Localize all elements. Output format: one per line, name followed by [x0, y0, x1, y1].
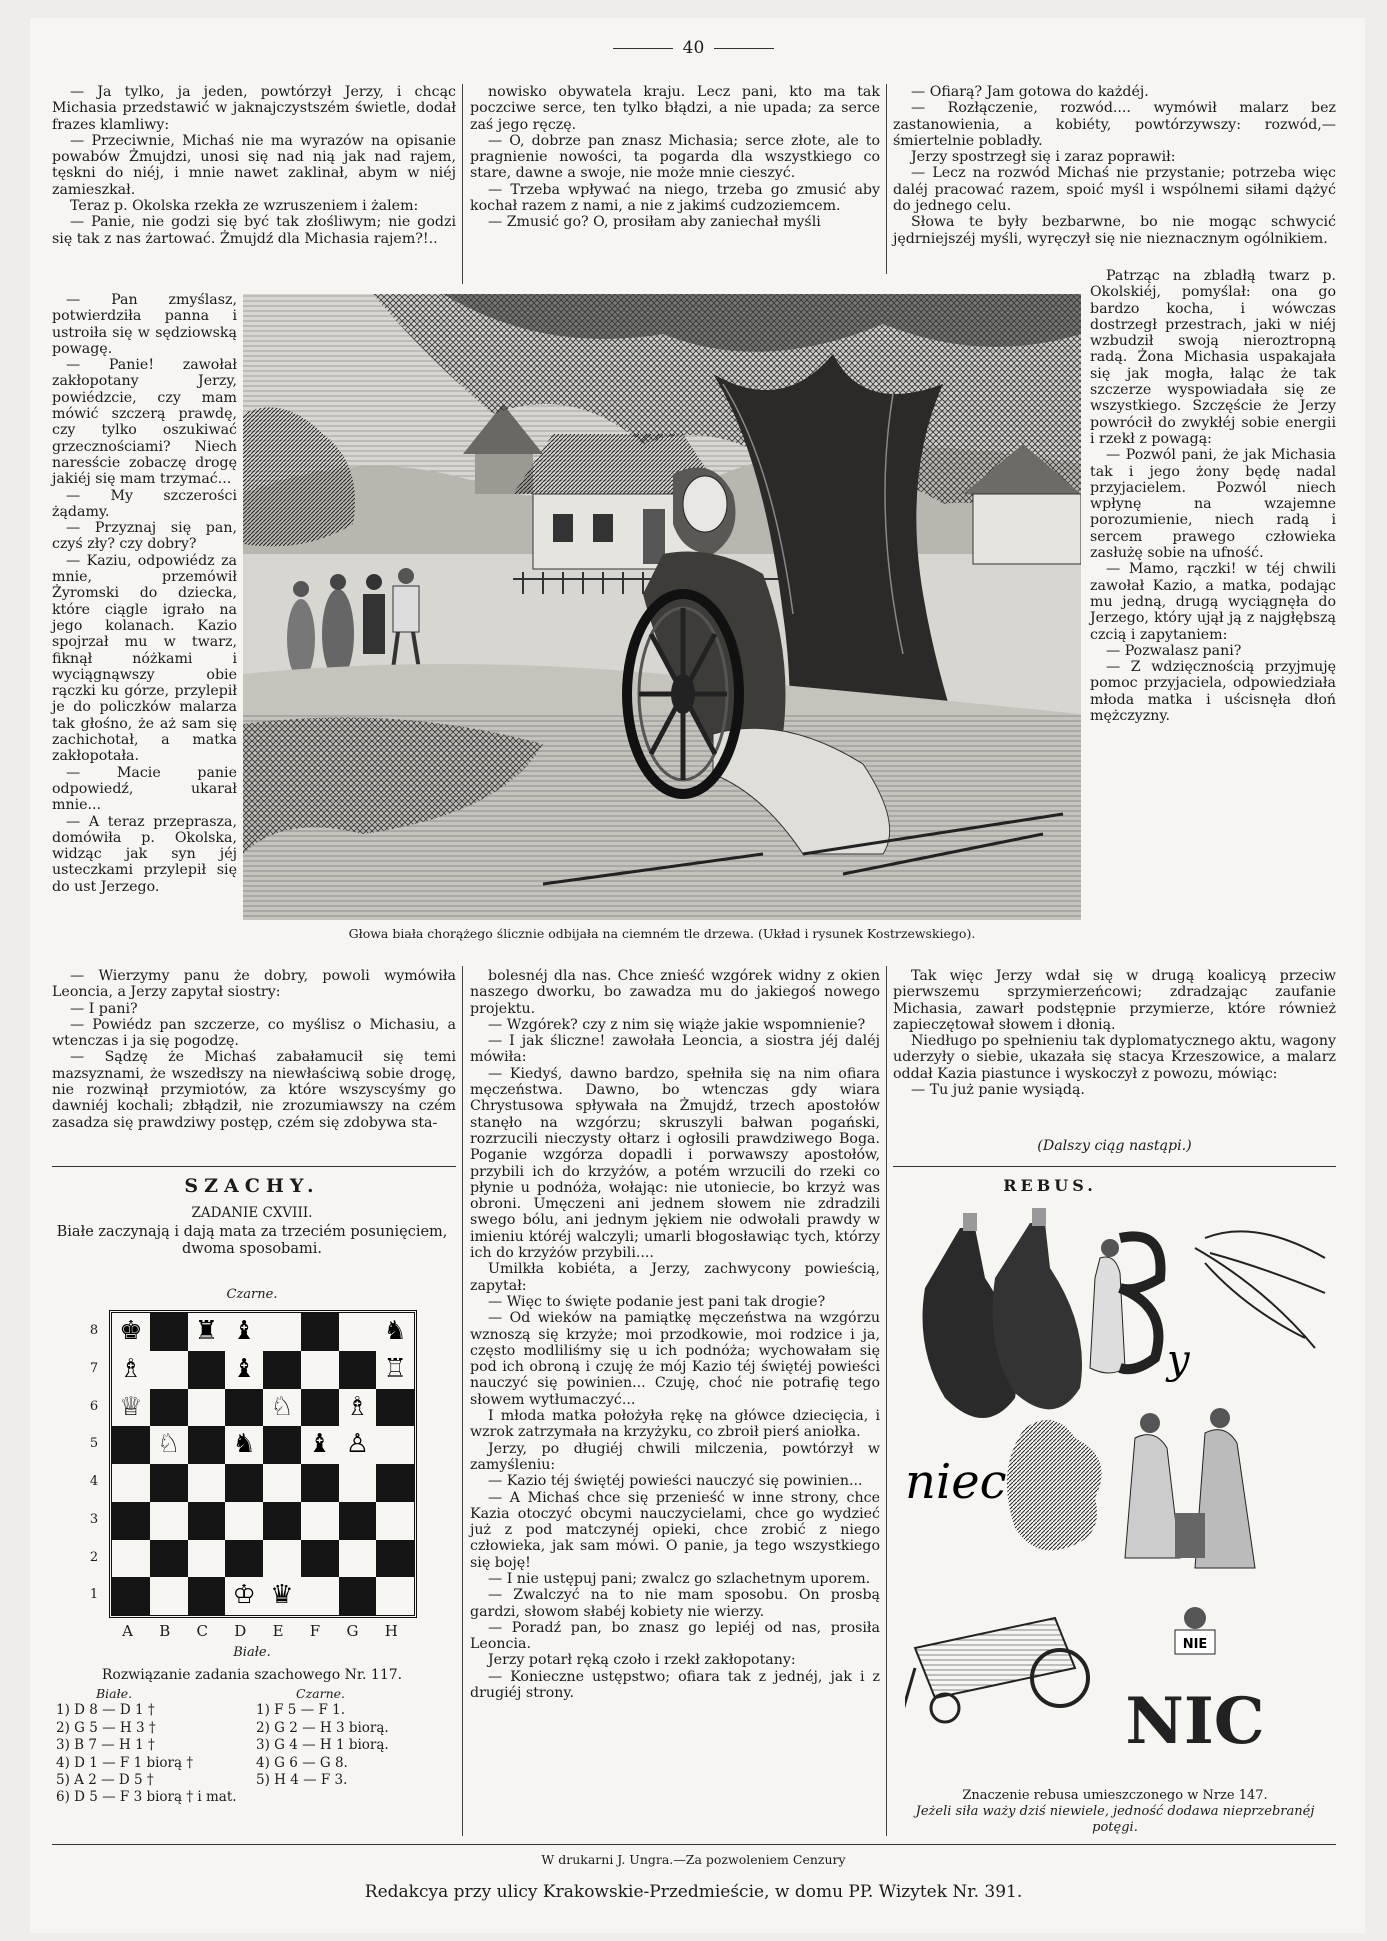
paragraph: Umilkła kobiéta, a Jerzy, zachwycony powieścią, zapytał:: [470, 1261, 880, 1294]
solution-black-move: 3) G 4 — H 1 biorą.: [256, 1737, 389, 1754]
solution-row: [56, 1789, 456, 1806]
chess-square: [301, 1577, 339, 1615]
paragraph: — Kiedyś, dawno bardzo, spełniła się na nim ofiara męczeństwa. Dawno, bo wtenczas gdy wiara Chrystusowa spływała na Żmujdź, trzech apostołów stanęło na wzgórzu; skruszyli bałwan pogański, rozrzucili nieczysty ołtarz i ogłosili prawdziwego Boga. Poganie wzgórza dopadli i porwawszy apostołów, przybili ich do krzyżów, a potém wrzucili do rzeki co płynie u podnóża, wołając: nie utoniecie, bo krzyż was obroni. Umęczeni ani jednem słowem nie zdradzili swego bólu, ani jednym jękiem nie odwołali prawdy w imieniu któréj walczyli; umarli błogosławiąc tych, którzy ich do krzyżów przybili....: [470, 1065, 880, 1262]
solution-black-move: 2) G 2 — H 3 biorą.: [256, 1719, 389, 1736]
solution-white-move: 5) A 2 — D 5 †: [56, 1772, 154, 1789]
chess-square: [150, 1464, 188, 1502]
paragraph: — Panie, nie godzi się być tak złośliwym; nie godzi się tak z nas żartować. Żmujdź dla Michasia rajem?!..: [52, 214, 456, 247]
chess-piece: ♘: [270, 1391, 294, 1422]
column-rule-5: [886, 966, 887, 1836]
chess-rank-label: 7: [89, 1360, 99, 1376]
chess-square: [376, 1426, 414, 1464]
rebus-letters-nic: NIC: [1125, 1684, 1265, 1759]
chess-square: [376, 1389, 414, 1427]
chess-square: [301, 1464, 339, 1502]
continued-note: (Dalszy ciąg nastąpi.): [1037, 1138, 1192, 1154]
rebus-caption-line-1: Znaczenie rebusa umieszczonego w Nrze 147.: [962, 1788, 1268, 1803]
solution-black-move: 1) F 5 — F 1.: [256, 1702, 346, 1719]
paragraph: — Kazio téj świętéj powieści nauczyć się powinien...: [488, 1473, 863, 1490]
chess-square: [150, 1502, 188, 1540]
paragraph: bolesnéj dla nas. Chce znieść wzgórek widny z okien naszego dworku, bo zawadza mu do jakiegoś nowego projektu.: [470, 968, 880, 1017]
chess-rank-label: 5: [89, 1436, 99, 1452]
cart-wheel: [627, 594, 739, 794]
chess-square: [112, 1426, 150, 1464]
chess-piece: ♝: [232, 1353, 256, 1384]
paragraph: — Z wdzięcznością przyjmuję pomoc przyjaciela, odpowiedziała młoda matka i uścisnęła dłoń mężczyzny.: [1090, 659, 1336, 725]
chess-square: [339, 1577, 377, 1615]
paragraph: — Wierzymy panu że dobry, powoli wymówiła Leoncia, a Jerzy zapytał siostry:: [52, 968, 456, 1001]
chess-board: [109, 1310, 417, 1618]
chess-file-label: F: [309, 1622, 321, 1640]
paragraph: — Rozłączenie, rozwód.... wymówił malarz bez zastanowienia, a kobiéty, powtórzywszy: rozwód,—śmiertelnie pobladły.: [893, 100, 1336, 149]
chess-top-rule: [52, 1166, 456, 1167]
hams-drawing: [923, 1208, 1083, 1418]
paragraph: — I jak śliczne! zawołała Leoncia, a siostra jéj daléj mówiła:: [470, 1033, 880, 1066]
column-rule-3: [462, 966, 463, 1166]
solution-row: [56, 1772, 456, 1789]
paragraph: Niedługo po spełnieniu tak dyplomatycznego aktu, wagony uderzyły o siebie, ukazała się stacya Krzeszowice, a malarz oddał Kazia piastunce i wyskoczył z powozu, mówiąc:: [893, 1033, 1336, 1082]
chess-file-label: B: [159, 1622, 171, 1640]
chess-square: [376, 1464, 414, 1502]
column-1-bottom: [52, 968, 456, 1131]
chess-square: [376, 1502, 414, 1540]
engraving-illustration: [243, 294, 1081, 920]
paragraph: nowisko obywatela kraju. Lecz pani, kto ma tak poczciwe serce, ten tylko błądzi, a nie upada; za serce zaś jego ręczę.: [470, 84, 880, 133]
solution-white-move: 3) B 7 — H 1 †: [56, 1737, 155, 1754]
column-1-wrap-text: [52, 292, 237, 895]
chess-rank-label: 6: [89, 1398, 99, 1414]
paragraph: — Mamo, rączki! w téj chwili zawołał Kazio, a matka, podając mu jedną, drugą wyciągnęła do Jerzego, który ujął ją z najgłębszą czcią i zapytaniem:: [1090, 561, 1336, 643]
paragraph: — O, dobrze pan znasz Michasia; serce złote, ale to pragnienie nowości, ta pogarda dla wszystkiego co stare, dawne a swoje, nie może mnie cieszyć.: [470, 132, 880, 182]
chess-rank-label: 4: [89, 1474, 99, 1489]
paragraph: — Pozwól pani, że jak Michasia tak i jego żony będę nadal przyjacielem. Pozwól niech wpłynę na wzajemne porozumienie, niech radą i sercem prawego człowieka zasłużę sobie na ufność.: [1090, 447, 1336, 562]
paragraph: — Panie! zawołał zakłopotany Jerzy, powiédzcie, czy mam mówić szczerą prawdę, czy tylko oszukiwać grzecznościami? Niech naresście zobaczę drogę jakiéj się mam trzymać...: [52, 357, 237, 488]
chess-piece: ♝: [225, 1313, 263, 1351]
chess-square: [188, 1351, 226, 1389]
chess-square: [112, 1464, 150, 1502]
solution-row: [56, 1737, 456, 1754]
chess-square: [263, 1351, 301, 1389]
chess-file-label: C: [196, 1622, 209, 1640]
paragraph: — Zwalczyć na to nie mam sposobu. On prosbą gardzi, słowom słabéj kobiety nie wierzy.: [470, 1587, 880, 1620]
column-3-wrap-text: [1090, 268, 1336, 724]
paragraph: — Macie panie odpowiedź, ukarał mnie...: [52, 764, 237, 814]
paragraph: Teraz p. Okolska rzekła ze wzruszeniem i żalem:: [70, 198, 419, 215]
chess-file-label: G: [346, 1622, 359, 1640]
chess-square: [225, 1389, 263, 1427]
chess-problem-number: ZADANIE CXVIII.: [191, 1205, 313, 1221]
solution-white-move: 4) D 1 — F 1 biorą †: [56, 1754, 194, 1771]
chess-piece: ♞: [232, 1429, 256, 1460]
chess-rank-label: 2: [89, 1549, 99, 1565]
chess-square: [263, 1426, 301, 1464]
solution-row: [56, 1702, 456, 1719]
rebus-sign-nie: NIE: [1182, 1637, 1208, 1652]
rebus-text-niec: niec: [905, 1454, 1007, 1510]
solution-white-move: 1) D 8 — D 1 †: [56, 1702, 155, 1719]
chess-square: [225, 1540, 263, 1578]
chess-solution-table: [56, 1685, 456, 1807]
rebus-caption: [895, 1788, 1335, 1836]
chess-square: [150, 1389, 188, 1427]
chess-square: [263, 1540, 301, 1578]
paragraph: — Trzeba wpływać na niego, trzeba go zmusić aby kochał razem z nami, a nie z jakimś cudzoziemcem.: [470, 181, 880, 215]
chess-square: [188, 1540, 226, 1578]
chess-square: [339, 1502, 377, 1540]
paragraph: — Konieczne ustępstwo; ofiara tak z jednéj, jak i z drugiéj strony.: [470, 1668, 880, 1702]
chess-square: [150, 1540, 188, 1578]
chess-square: [112, 1577, 150, 1615]
paragraph: — Ofiarą? Jam gotowa do każdéj.: [911, 84, 1149, 100]
solution-white-header: Białe.: [96, 1686, 133, 1701]
column-2-bottom: [470, 968, 880, 1701]
chess-square: [339, 1313, 377, 1351]
paragraph: — Wzgórek? czy z nim się wiąże jakie wspomnienie?: [488, 1016, 866, 1033]
chess-piece: ♗: [112, 1351, 150, 1389]
page-number: 40: [0, 38, 1387, 58]
chess-piece: ♚: [119, 1316, 143, 1346]
chess-black-label: Czarne.: [226, 1287, 278, 1302]
column-1-top: [52, 84, 456, 247]
solution-black-move: [256, 1789, 456, 1806]
chess-square: [188, 1464, 226, 1502]
rebus-top-rule: [893, 1166, 1336, 1167]
chess-section-title: SZACHY.: [184, 1175, 320, 1197]
chess-square: [301, 1389, 339, 1427]
column-2-top: [470, 84, 880, 231]
chess-piece: ♕: [119, 1391, 143, 1422]
solution-black-header: Czarne.: [296, 1686, 345, 1701]
paragraph: Słowa te były bezbarwne, bo nie mogąc schwycić jędrniejszéj myśli, wyręczył się nie nieznacznym ogólnikiem.: [893, 214, 1336, 247]
chess-piece: ♙: [339, 1426, 377, 1464]
rebus-title: REBUS.: [1003, 1176, 1097, 1195]
chess-square: [188, 1577, 226, 1615]
two-women-drawing: [1125, 1408, 1255, 1568]
chess-square: [301, 1502, 339, 1540]
chess-square: [188, 1426, 226, 1464]
chess-rank-label: 3: [89, 1511, 99, 1527]
chess-file-label: A: [122, 1622, 133, 1640]
paragraph: — Więc to święte podanie jest pani tak drogie?: [488, 1293, 826, 1310]
chess-square: [301, 1313, 339, 1351]
paragraph: I młoda matka położyła rękę na główce dziecięcia, i wzrok zatrzymała na krzyżyku, co zbroił pierś aniołka.: [470, 1408, 880, 1441]
chess-square: [263, 1502, 301, 1540]
paragraph: — Tu już panie wysiądą.: [911, 1082, 1085, 1099]
solution-black-move: 5) H 4 — F 3.: [256, 1772, 348, 1789]
chess-square: [339, 1464, 377, 1502]
chess-rank-label: 1: [89, 1587, 99, 1603]
paragraph: Jerzy, po długiéj chwili milczenia, powtórzył w zamyśleniu:: [470, 1440, 880, 1473]
chess-white-label: Białe.: [233, 1645, 271, 1660]
solution-row: [56, 1720, 456, 1737]
paragraph: — A teraz przeprasza, domówiła p. Okolska, widząc jak syn jéj usteczkami przylepił się do ust Jerzego.: [52, 813, 237, 895]
paragraph: — Kaziu, odpowiédz za mnie, przemówił Żyromski do dziecka, które ciągle igrało na jego kolanach. Kazio spojrzał mu w twarz, fiknął nóżkami i wyciągnąwszy obie rączki ku górze, przylepił je do policzków malarza tak głośno, że aż sam się zachichotał, a matka zakłopotała.: [52, 552, 237, 765]
chess-square: [188, 1502, 226, 1540]
chess-square: [150, 1351, 188, 1389]
solution-black-move: 4) G 6 — G 8.: [256, 1754, 348, 1771]
chess-file-labels: [109, 1622, 411, 1640]
chess-piece: ♘: [156, 1429, 181, 1460]
paragraph: — I pani?: [70, 1000, 138, 1017]
chess-piece: ♔: [232, 1580, 256, 1611]
column-rule-4: [462, 1166, 463, 1836]
column-rule-1: [462, 84, 463, 284]
editorial-address: Redakcya przy ulicy Krakowskie-Przedmieście, w domu PP. Wizytek Nr. 391.: [364, 1882, 1023, 1902]
rebus-picture: [905, 1198, 1335, 1788]
chess-piece: ♗: [345, 1391, 370, 1422]
chess-file-label: E: [272, 1622, 284, 1640]
chess-square: [263, 1313, 301, 1351]
column-rule-2: [886, 84, 887, 274]
cart-drawing: [905, 1618, 1088, 1738]
chess-square: [112, 1540, 150, 1578]
chess-file-label: H: [384, 1622, 398, 1640]
solution-white-move: 2) G 5 — H 3 †: [56, 1719, 156, 1736]
wheat-ear: [1195, 1231, 1325, 1348]
chess-square: [263, 1464, 301, 1502]
chess-piece: ♛: [263, 1577, 301, 1615]
chess-square: [376, 1577, 414, 1615]
chess-square: [376, 1540, 414, 1578]
column-3-top: [893, 84, 1336, 247]
paragraph: — Od wieków na pamiątkę męczeństwa na wzgórzu wznoszą się krzyże; moi przodkowie, moi rodzice i ja, często modliliśmy się u ich podnóża; wychowałam się pod ich obroną i czuję że mój Kazio téj świętéj powieści nauczyć się powinien... Czuję, choć nie potrafię tego słowem wytłumaczyć...: [470, 1310, 880, 1408]
paragraph: — Sądzę że Michaś zabałamucił się temi mazsyznami, że wszedłszy na niewłaściwą sobie drogę, nie rozwinął przymiotów, za które wszyscyśmy go dawniéj kochali; zbłądził, nie zrozumiawszy na czém zasadza się prawdziwy postęp, czém się zdobywa sta-: [52, 1049, 456, 1131]
chess-square: [150, 1577, 188, 1615]
paragraph: — Powiédz pan szczerze, co myślisz o Michasiu, a wtenczas i ja się pogodzę.: [52, 1016, 456, 1050]
rebus-letter-y: y: [1167, 1337, 1190, 1383]
chess-problem-statement: Białe zaczynają i dają mata za trzeciém posunięciem, dwoma sposobami.: [56, 1224, 448, 1257]
paragraph: — Pozwalasz pani?: [1106, 642, 1242, 659]
bush-drawing: [1007, 1420, 1102, 1551]
paragraph: — Pan zmyślasz, potwierdziła panna i ustroiła się w sędziowską powagę.: [52, 292, 237, 357]
chess-square: [225, 1502, 263, 1540]
paragraph: Tak więc Jerzy wdał się w drugą koalicyą przeciw pierwszemu sprzymierzeńcowi; zdradzając zaufanie Michasia, zawarł podstępnie przymierze, które również zapieczętował słowem i dłonią.: [893, 968, 1336, 1033]
column-3-bottom: [893, 968, 1336, 1098]
illustration-caption: Głowa biała chorążego ślicznie odbijała na ciemném tle drzewa. (Układ i rysunek Kostrzewskiego).: [348, 926, 976, 941]
chess-square: [112, 1502, 150, 1540]
paragraph: Jerzy potarł ręką czoło i rzekł zakłopotany:: [488, 1652, 796, 1669]
solution-white-move: 6) D 5 — F 3 biorą † i mat.: [56, 1789, 237, 1806]
paragraph: — My szczerości żądamy.: [52, 487, 237, 520]
paragraph: — Zmusić go? O, prosiłam aby zaniechał myśli: [488, 214, 821, 231]
chess-square: [188, 1389, 226, 1427]
chess-square: [301, 1351, 339, 1389]
printer-footer: W drukarni J. Ungra.—Za pozwoleniem Cenzury: [541, 1852, 846, 1867]
paragraph: — Lecz na rozwód Michaś nie przystanie; potrzeba więc daléj pracować razem, spoić myśl i wspólnemi siłami dążyć do jednego celu.: [893, 165, 1336, 215]
chess-square: [150, 1313, 188, 1351]
woman-with-letter-b: [1090, 1236, 1161, 1373]
man-with-nie-sign: [1125, 1607, 1264, 1759]
chess-square: [339, 1351, 377, 1389]
chess-piece: ♝: [307, 1429, 332, 1460]
chess-piece: ♞: [376, 1313, 414, 1351]
chess-square: [225, 1464, 263, 1502]
chess-file-label: D: [234, 1622, 247, 1640]
chess-square: [339, 1540, 377, 1578]
rebus-caption-line-2: Jeżeli siła waży dziś niewiele, jedność dodawa nieprzebranéj potęgi.: [915, 1804, 1315, 1835]
paragraph: — Poradź pan, bo znasz go lepiéj od nas, prosiła Leoncia.: [470, 1619, 880, 1653]
paragraph: — Przyznaj się pan, czyś zły? czy dobry?: [52, 520, 237, 553]
paragraph: — Ja tylko, ja jeden, powtórzył Jerzy, i chcąc Michasia przedstawić w jaknajczystszém świetle, dodał frazes klamliwy:: [52, 84, 456, 133]
paragraph: — I nie ustępuj pani; zwalcz go szlachetnym uporem.: [488, 1570, 871, 1587]
solution-row: [56, 1755, 456, 1772]
chess-piece: ♜: [194, 1316, 219, 1346]
paragraph: — Przeciwnie, Michaś nie ma wyrazów na opisanie powabów Żmujdzi, unosi się nad nią jak nad rajem, tęskni do niéj, i mnie nawet zaklinał, abym w niéj zamieszkał.: [52, 132, 456, 198]
chess-rank-label: 8: [89, 1323, 99, 1338]
chess-solution-heading: Rozwiązanie zadania szachowego Nr. 117.: [101, 1667, 403, 1683]
chess-square: [301, 1540, 339, 1578]
paragraph: Patrząc na zbladłą twarz p. Okolskiéj, pomyślał: ona go bardzo kocha, i wówczas dostrzegł przestrach, jaki w niéj wzbudził swoją nieroztropną radą. Żona Michasia uspakajała się jak mogła, łaląc że tak szczerze wyspowiadała się ze wszystkiego. Szczęście że Jerzy powrócił do zwykłéj sobie energii i rzekł z powagą:: [1090, 268, 1336, 447]
paragraph: Jerzy spostrzegł się i zaraz poprawił:: [911, 149, 1176, 166]
chess-piece: ♖: [383, 1353, 407, 1384]
paragraph: — A Michaś chce się przenieść w inne strony, chce Kazia otoczyć obcymi nauczycielami, chce go wydzieć już z pod matczynéj opieki, chce zrobić z niego człowieka, jak sam mówi. O panie, ja tego wszystkiego się boję!: [470, 1489, 880, 1571]
footer-rule: [52, 1844, 1336, 1845]
